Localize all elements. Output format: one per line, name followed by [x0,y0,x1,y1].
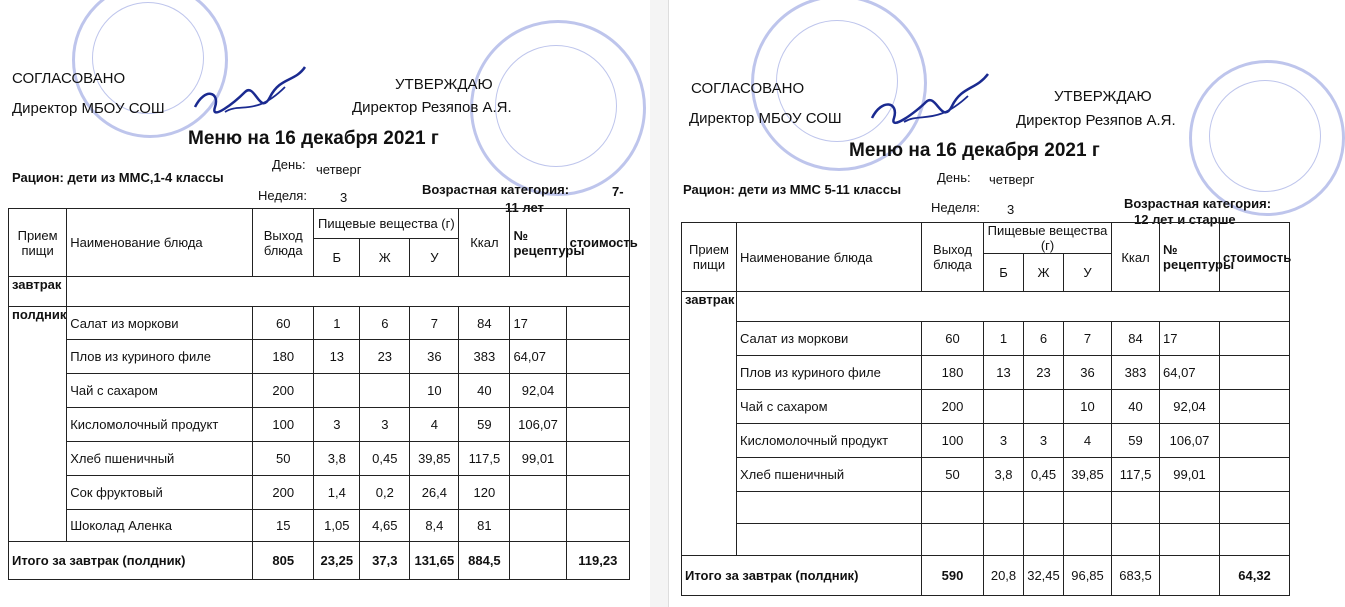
dish-recipe: 64,07 [510,340,566,374]
dish-carbs: 39,85 [410,442,459,476]
header-recipe: № рецептуры [1160,223,1220,292]
header-carbs: У [1064,254,1112,292]
dish-recipe: 106,07 [510,408,566,442]
header-meal: Прием пищи [9,209,67,277]
sheet-gap [650,0,668,607]
empty-row [737,292,1290,322]
total-cost: 64,32 [1220,556,1290,596]
dish-fat [1024,492,1064,524]
table-row [682,424,1290,458]
dish-cost [566,340,629,374]
age-category-value-a: 7- [612,184,624,199]
dish-recipe [1160,492,1220,524]
header-dish: Наименование блюда [67,209,253,277]
dish-kcal [1112,492,1160,524]
dish-protein: 1 [314,307,360,340]
dish-carbs: 7 [1064,322,1112,356]
total-kcal: 683,5 [1112,556,1160,596]
approved-by: Директор МБОУ СОШ [689,110,842,127]
dish-recipe: 106,07 [1160,424,1220,458]
confirm-label: УТВЕРЖДАЮ [1054,88,1152,105]
header-cost: стоимость [1220,223,1290,292]
dish-protein: 3,8 [984,458,1024,492]
dish-cost [1220,492,1290,524]
table-row [9,340,630,374]
header-dish: Наименование блюда [737,223,922,292]
dish-fat: 3 [1024,424,1064,458]
week-label: Неделя: [931,200,980,215]
menu-title: Меню на 16 декабря 2021 г [849,140,1100,161]
dish-cost [1220,458,1290,492]
dish-cost [566,510,629,542]
dish-kcal: 59 [459,408,510,442]
dish-protein [984,524,1024,556]
approved-by: Директор МБОУ СОШ [12,100,165,117]
dish-name: Салат из моркови [737,322,922,356]
table-row [682,458,1290,492]
dish-recipe [510,476,566,510]
dish-name: Кисломолочный продукт [737,424,922,458]
dish-protein: 13 [984,356,1024,390]
total-carbs: 96,85 [1064,556,1112,596]
dish-carbs: 36 [1064,356,1112,390]
dish-kcal: 383 [459,340,510,374]
dish-output: 50 [253,442,314,476]
dish-output [922,524,984,556]
total-protein: 20,8 [984,556,1024,596]
dish-kcal: 383 [1112,356,1160,390]
dish-carbs: 36 [410,340,459,374]
dish-protein: 3 [314,408,360,442]
day-value: четверг [316,162,362,177]
meal-breakfast: завтрак [9,277,67,307]
dish-carbs: 4 [1064,424,1112,458]
dish-cost [566,408,629,442]
table-row [9,476,630,510]
meal-snack: полдник [9,307,67,542]
dish-fat [1024,524,1064,556]
header-meal: Прием пищи [682,223,737,292]
dish-fat: 0,45 [1024,458,1064,492]
total-protein: 23,25 [314,542,360,580]
menu-sheet-primary [0,0,650,607]
table-row [9,374,630,408]
table-row [9,510,630,542]
menu-title: Меню на 16 декабря 2021 г [188,128,439,149]
dish-name: Хлеб пшеничный [67,442,253,476]
seal-stamp-right-inner [1209,80,1321,192]
dish-name: Салат из моркови [67,307,253,340]
dish-recipe: 99,01 [510,442,566,476]
dish-cost [1220,424,1290,458]
age-category-value: 12 лет и старше [1134,212,1236,227]
dish-kcal: 59 [1112,424,1160,458]
header-protein: Б [314,239,360,277]
header-fat: Ж [360,239,410,277]
dish-output: 100 [922,424,984,458]
dish-carbs: 26,4 [410,476,459,510]
dish-fat: 3 [360,408,410,442]
table-row [9,307,630,340]
dish-cost [566,307,629,340]
dish-recipe [1160,524,1220,556]
header-nutrients: Пищевые вещества (г) [984,223,1112,254]
dish-recipe [510,510,566,542]
table-row [682,356,1290,390]
confirm-by: Директор Резяпов А.Я. [1016,112,1176,129]
dish-carbs: 7 [410,307,459,340]
header-recipe: № рецептуры [510,209,566,277]
ration-label: Рацион: дети из ММС,1-4 классы [12,170,224,185]
week-value: 3 [340,190,348,205]
dish-carbs: 4 [410,408,459,442]
dish-name: Хлеб пшеничный [737,458,922,492]
dish-carbs: 39,85 [1064,458,1112,492]
dish-output: 100 [253,408,314,442]
total-output: 590 [922,556,984,596]
dish-recipe: 64,07 [1160,356,1220,390]
dish-name: Плов из куриного филе [737,356,922,390]
dish-recipe: 92,04 [1160,390,1220,424]
dish-output: 200 [253,374,314,408]
day-value: четверг [989,172,1035,187]
total-recipe [1160,556,1220,596]
total-output: 805 [253,542,314,580]
dish-cost [1220,524,1290,556]
age-category-value-b: 11 лет [505,200,544,215]
day-label: День: [937,170,971,185]
dish-output: 60 [922,322,984,356]
dish-kcal: 81 [459,510,510,542]
header-cost: стоимость [566,209,629,277]
dish-output: 180 [922,356,984,390]
header-output: Выход блюда [922,223,984,292]
seal-stamp-right [1189,60,1345,216]
dish-cost [566,442,629,476]
dish-output: 200 [922,390,984,424]
signature-left [185,62,315,132]
table-row [9,408,630,442]
signature-right [864,70,994,140]
ration-label: Рацион: дети из ММС 5-11 классы [683,182,902,197]
dish-kcal: 84 [1112,322,1160,356]
dish-protein: 1,05 [314,510,360,542]
dish-protein [984,492,1024,524]
header-carbs: У [410,239,459,277]
dish-carbs [1064,524,1112,556]
dish-fat: 4,65 [360,510,410,542]
table-row [682,390,1290,424]
dish-protein [984,390,1024,424]
menu-table [681,222,1290,596]
total-cost: 119,23 [566,542,629,580]
dish-fat: 0,45 [360,442,410,476]
week-value: 3 [1007,202,1015,217]
dish-cost [1220,322,1290,356]
table-row [682,524,1290,556]
dish-protein: 13 [314,340,360,374]
total-row [9,542,630,580]
header-nutrients: Пищевые вещества (г) [314,209,459,239]
dish-fat [360,374,410,408]
dish-output [922,492,984,524]
dish-name [737,524,922,556]
dish-protein: 3,8 [314,442,360,476]
seal-stamp-right-inner [495,45,617,167]
dish-fat: 23 [360,340,410,374]
dish-carbs: 8,4 [410,510,459,542]
dish-name: Кисломолочный продукт [67,408,253,442]
dish-output: 200 [253,476,314,510]
dish-recipe: 17 [1160,322,1220,356]
seal-stamp-left-inner [92,2,204,114]
dish-recipe: 99,01 [1160,458,1220,492]
dish-fat: 0,2 [360,476,410,510]
dish-cost [566,374,629,408]
header-kcal: Ккал [1112,223,1160,292]
dish-protein: 1 [984,322,1024,356]
dish-kcal: 117,5 [459,442,510,476]
dish-protein: 3 [984,424,1024,458]
dish-recipe: 17 [510,307,566,340]
total-fat: 37,3 [360,542,410,580]
dish-name: Шоколад Аленка [67,510,253,542]
dish-name: Плов из куриного филе [67,340,253,374]
dish-carbs [1064,492,1112,524]
empty-row [67,277,630,307]
meal-breakfast: завтрак [682,292,737,556]
table-row [682,322,1290,356]
total-fat: 32,45 [1024,556,1064,596]
header-output: Выход блюда [253,209,314,277]
menu-sheet-secondary [668,0,1303,607]
age-category-label: Возрастная категория: [422,182,570,197]
dish-kcal: 117,5 [1112,458,1160,492]
approved-label: СОГЛАСОВАНО [12,70,126,87]
dish-name: Чай с сахаром [67,374,253,408]
age-category-label: Возрастная категория: [1124,196,1272,211]
dish-carbs: 10 [1064,390,1112,424]
total-label: Итого за завтрак (полдник) [682,556,922,596]
total-carbs: 131,65 [410,542,459,580]
table-row [9,442,630,476]
dish-name: Сок фруктовый [67,476,253,510]
confirm-label: УТВЕРЖДАЮ [395,76,493,93]
confirm-by: Директор Резяпов А.Я. [352,99,512,116]
table-row [682,492,1290,524]
dish-name: Чай с сахаром [737,390,922,424]
dish-protein [314,374,360,408]
dish-fat: 6 [360,307,410,340]
total-row [682,556,1290,596]
dish-fat: 6 [1024,322,1064,356]
dish-kcal [1112,524,1160,556]
dish-cost [1220,356,1290,390]
header-fat: Ж [1024,254,1064,292]
day-label: День: [272,157,306,172]
dish-kcal: 84 [459,307,510,340]
dish-fat: 23 [1024,356,1064,390]
dish-output: 50 [922,458,984,492]
total-kcal: 884,5 [459,542,510,580]
total-label: Итого за завтрак (полдник) [9,542,253,580]
dish-output: 15 [253,510,314,542]
dish-name [737,492,922,524]
menu-table [8,208,638,580]
dish-cost [566,476,629,510]
dish-output: 60 [253,307,314,340]
dish-kcal: 40 [459,374,510,408]
dish-fat [1024,390,1064,424]
dish-kcal: 40 [1112,390,1160,424]
dish-output: 180 [253,340,314,374]
dish-protein: 1,4 [314,476,360,510]
dish-carbs: 10 [410,374,459,408]
header-kcal: Ккал [459,209,510,277]
seal-stamp-left [72,0,228,138]
dish-cost [1220,390,1290,424]
week-label: Неделя: [258,188,307,203]
dish-kcal: 120 [459,476,510,510]
total-recipe [510,542,566,580]
header-protein: Б [984,254,1024,292]
dish-recipe: 92,04 [510,374,566,408]
approved-label: СОГЛАСОВАНО [691,80,805,97]
